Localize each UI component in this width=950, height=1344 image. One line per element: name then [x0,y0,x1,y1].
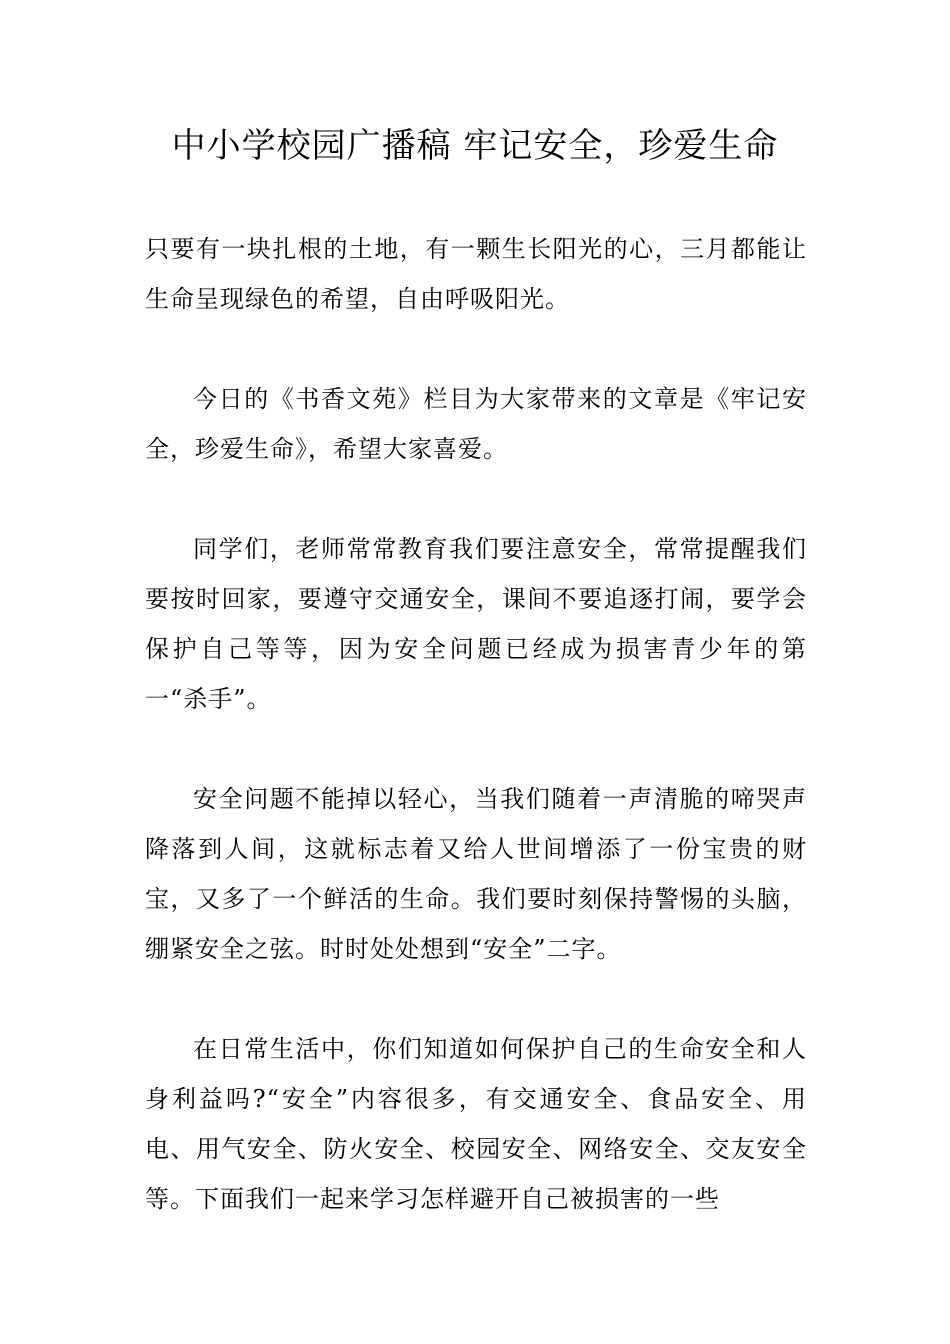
document-body [145,224,807,1274]
paragraph-teacher-reminder: 同学们，老师常常教育我们要注意安全，常常提醒我们要按时回家，要遵守交通安全，课间不要追逐打闹，要学会保护自己等等，因为安全问题已经成为损害青少年的第一“杀手”。 [145,535,807,713]
paragraph-safety-awareness: 安全问题不能掉以轻心，当我们随着一声清脆的啼哭声降落到人间，这就标志着又给人世间增添了一份宝贵的财宝，又多了一个鲜活的生命。我们要时刻保持警惕的头脑，绷紧安全之弦。时时处处想到“安全”二字。 [145,785,807,963]
paragraph-column-intro: 今日的《书香文苑》栏目为大家带来的文章是《牢记安全，珍爱生命》，希望大家喜爱。 [145,385,807,463]
document-title: 中小学校园广播稿 牢记安全，珍爱生命 [171,126,779,166]
paragraph-daily-safety: 在日常生活中，你们知道如何保护自己的生命安全和人身利益吗?“安全”内容很多，有交通安全、食品安全、用电、用气安全、防火安全、校园安全、网络安全、交友安全等。下面我们一起来学习怎样避开自己被损害的一些 [145,1035,807,1213]
paragraph-intro: 只要有一块扎根的土地，有一颗生长阳光的心，三月都能让生命呈现绿色的希望，自由呼吸阳光。 [145,235,807,313]
